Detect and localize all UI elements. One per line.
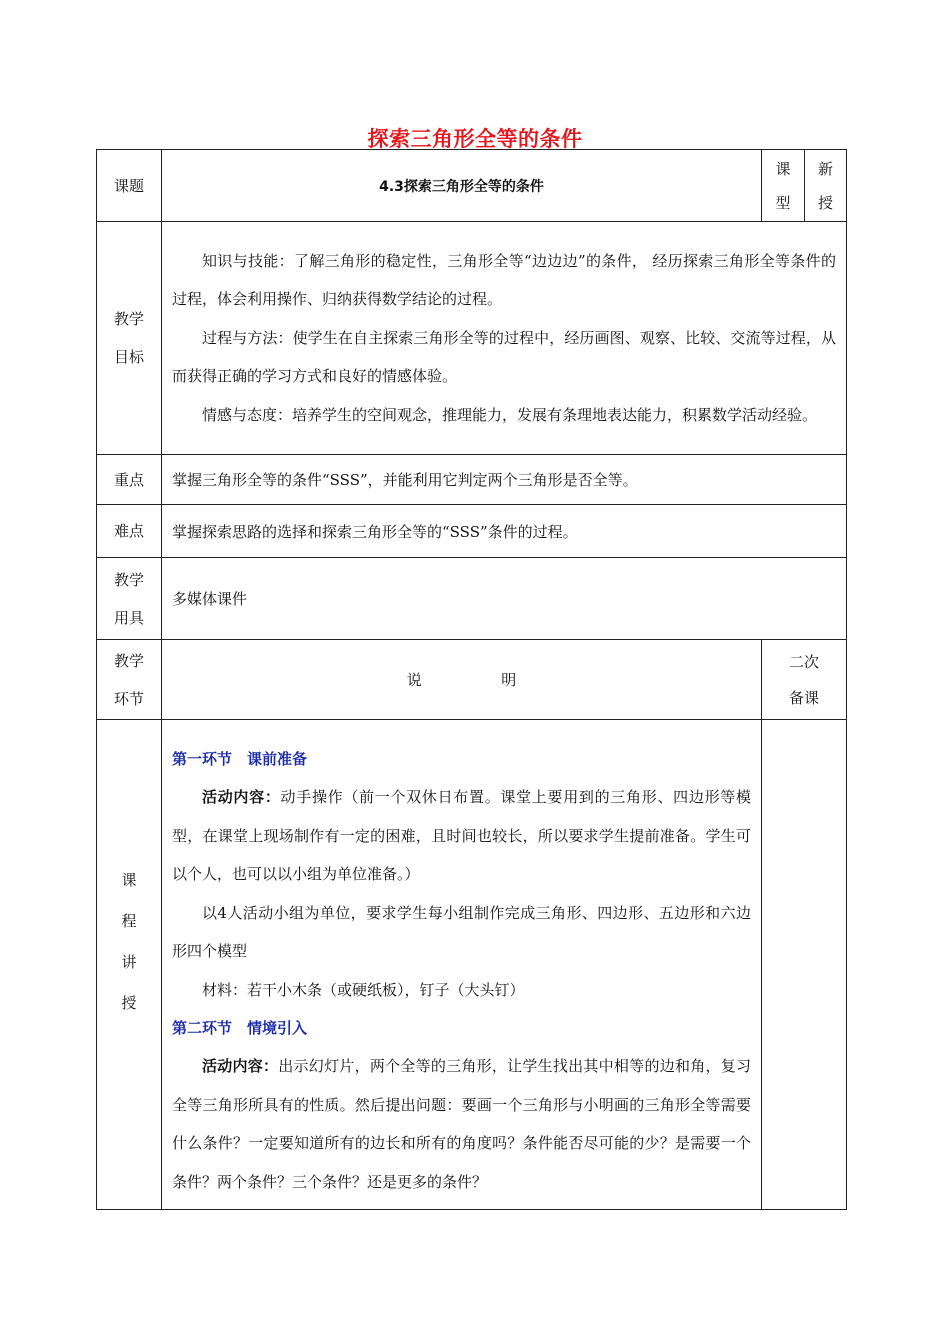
tools-label-line2: 用具 xyxy=(113,608,144,627)
section1-activity-label: 活动内容： xyxy=(202,788,281,806)
goals-label-line1: 教学 xyxy=(113,310,144,328)
explain-header-char2: 明 xyxy=(501,671,517,689)
document-title: 探索三角形全等的条件 xyxy=(367,127,583,151)
key-point-row xyxy=(97,455,847,505)
goals-row xyxy=(97,222,847,455)
goals-attitude: 情感与态度：培养学生的空间观念，推理能力，发展有条理地表达能力，积累数学活动经验。 xyxy=(202,405,818,424)
tools-label xyxy=(97,558,162,640)
difficulty-text: 掌握探索思路的选择和探索三角形全等的“SSS”条件的过程。 xyxy=(162,505,847,558)
section-label xyxy=(97,640,162,720)
tools-row xyxy=(97,558,847,640)
topic-row xyxy=(97,150,847,222)
section2-activity xyxy=(172,1047,751,1201)
lecture-label-char4: 授 xyxy=(121,994,137,1012)
section-label-line2: 环节 xyxy=(113,689,144,708)
lecture-label-char3: 讲 xyxy=(121,953,137,971)
section1-title: 第一环节 课前准备 xyxy=(172,750,308,768)
goals-label-line2: 目标 xyxy=(113,348,144,366)
lecture-label-char2: 程 xyxy=(121,912,137,930)
key-point-label: 重点 xyxy=(97,455,162,505)
goals-label xyxy=(97,222,162,455)
topic-label: 课题 xyxy=(97,150,162,222)
second-prep-header xyxy=(762,640,847,720)
explain-header-char1: 说 xyxy=(406,671,422,689)
section-label-line1: 教学 xyxy=(113,651,144,670)
section2-title: 第二环节 情境引入 xyxy=(172,1019,308,1037)
lesson-plan-table xyxy=(96,149,847,1210)
section1-group-task: 以4人活动小组为单位，要求学生每小组制作完成三角形、四边形、五边形和六边形四个模型 xyxy=(172,903,751,960)
lesson-type-value xyxy=(805,150,847,222)
goals-content xyxy=(162,222,847,455)
tools-text: 多媒体课件 xyxy=(162,558,847,640)
second-prep-line2: 备课 xyxy=(788,688,819,707)
lecture-content xyxy=(162,720,762,1210)
lecture-row xyxy=(97,720,847,1210)
section1-activity xyxy=(172,778,751,894)
second-prep-line1: 二次 xyxy=(788,652,819,671)
key-point-text: 掌握三角形全等的条件“SSS”，并能利用它判定两个三角形是否全等。 xyxy=(162,455,847,505)
section2-activity-label: 活动内容： xyxy=(202,1057,279,1075)
lecture-label xyxy=(97,720,162,1210)
lecture-label-char1: 课 xyxy=(121,871,137,889)
lesson-type-value-line1: 新 xyxy=(817,159,833,178)
tools-label-line1: 教学 xyxy=(113,570,144,589)
lesson-type-label-line1: 课 xyxy=(775,159,791,178)
goals-process: 过程与方法：使学生在自主探索三角形全等的过程中，经历画图、观察、比较、交流等过程，从而获得正确的学习方式和良好的情感体验。 xyxy=(172,328,836,386)
topic-value: 4.3探索三角形全等的条件 xyxy=(162,150,762,222)
lesson-type-value-line2: 授 xyxy=(817,193,833,212)
section-header-row xyxy=(97,640,847,720)
section1-materials: 材料：若干小木条（或硬纸板），钉子（大头钉） xyxy=(202,980,525,999)
section1-activity-text: 动手操作（前一个双休日布置。课堂上要用到的三角形、四边形等模型，在课堂上现场制作有一定的困难，且时间也较长，所以要求学生提前准备。学生可以个人，也可以以小组为单位准备。） xyxy=(172,788,751,883)
difficulty-label: 难点 xyxy=(97,505,162,558)
explain-header xyxy=(162,640,762,720)
second-prep-cell xyxy=(762,720,847,1210)
section2-activity-text: 出示幻灯片，两个全等的三角形，让学生找出其中相等的边和角，复习全等三角形所具有的性质。然后提出问题：要画一个三角形与小明画的三角形全等需要什么条件？一定要知道所有的边长和所有的角度吗？条件能否尽可能的少？是需要一个条件？两个条件？三个条件？还是更多的条件？ xyxy=(172,1057,751,1191)
lesson-type-label xyxy=(762,150,805,222)
difficulty-row xyxy=(97,505,847,558)
goals-knowledge: 知识与技能：了解三角形的稳定性，三角形全等“边边边”的条件， 经历探索三角形全等条件的过程，体会利用操作、归纳获得数学结论的过程。 xyxy=(172,251,836,309)
lesson-type-label-line2: 型 xyxy=(775,193,791,212)
